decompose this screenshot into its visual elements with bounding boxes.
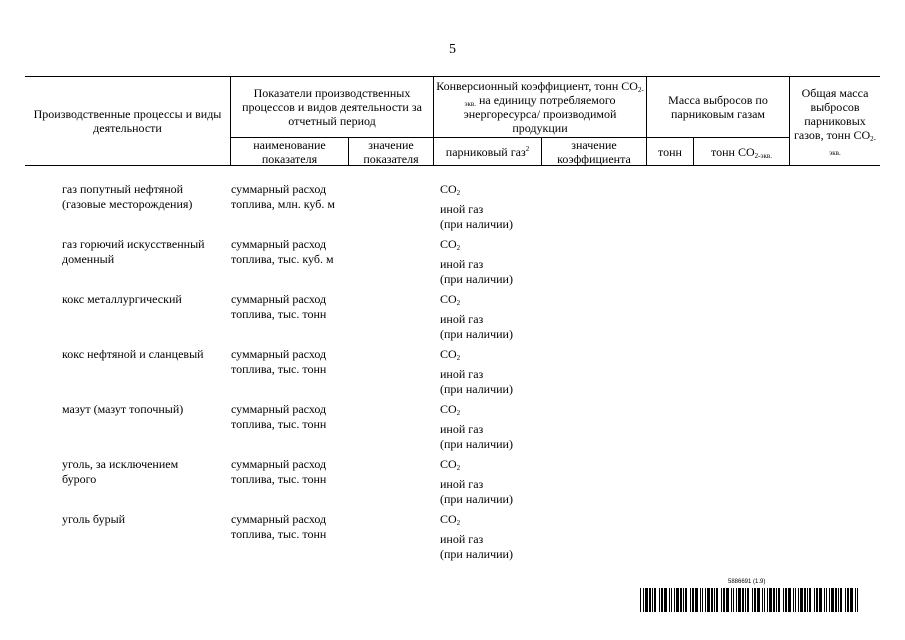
header-tonnes-text: тонн <box>658 144 682 159</box>
gas-co2 <box>440 237 460 252</box>
gas-other <box>440 532 513 562</box>
header-indicator-value-text: значение показателя <box>363 137 419 166</box>
barcode-bar <box>829 588 830 612</box>
barcode <box>640 588 858 612</box>
header-coefficient-value-text: значение коэффициента <box>557 137 631 166</box>
barcode-bar <box>685 588 687 612</box>
header-greenhouse-gas-text <box>446 145 529 159</box>
barcode-bar <box>742 588 744 612</box>
gas-other <box>440 422 513 452</box>
barcode-bar <box>669 588 670 612</box>
process-line: уголь, за исключением <box>62 457 179 471</box>
barcode-bar <box>783 588 784 612</box>
header-total-mass-text <box>792 86 878 156</box>
footnote-marker: 2 <box>525 144 530 153</box>
header-coefficient-value <box>542 138 646 165</box>
process-line: мазут (мазут топочный) <box>62 402 184 416</box>
gas-co2-label: СО <box>440 457 457 471</box>
barcode-bar <box>831 588 834 612</box>
barcode-bar <box>754 588 756 612</box>
barcode-bar <box>695 588 698 612</box>
barcode-bar <box>850 588 853 612</box>
barcode-bar <box>702 588 703 612</box>
barcode-bar <box>716 588 718 612</box>
gas-other-line: иной газ <box>440 532 484 546</box>
header-tonnes-co2-label: тонн СО <box>711 144 755 159</box>
barcode-bar <box>738 588 741 612</box>
indicator-line: суммарный расход <box>231 347 327 361</box>
gas-co2 <box>440 292 460 307</box>
indicator-line: топлива, тыс. тонн <box>231 362 327 376</box>
barcode-bar <box>661 588 663 612</box>
header-conversion-sub: 2-экв. <box>464 86 644 108</box>
header-bottom-rule <box>25 165 880 166</box>
barcode-bar <box>726 588 729 612</box>
indicator-cell <box>231 237 334 267</box>
gas-co2-sub: 2 <box>456 519 461 527</box>
process-line: уголь бурый <box>62 512 126 526</box>
barcode-bar <box>649 588 651 612</box>
barcode-bar <box>659 588 660 612</box>
process-line: кокс металлургический <box>62 292 182 306</box>
gas-other-line: (при наличии) <box>440 217 513 231</box>
barcode-bar <box>640 588 641 612</box>
gas-co2-sub: 2 <box>456 299 461 307</box>
header-indicators-text: Показатели производственных процессов и видов деятельности за отчетный период <box>242 86 422 128</box>
gas-co2-label: СО <box>440 182 457 196</box>
gas-other-line: (при наличии) <box>440 437 513 451</box>
gas-co2-sub: 2 <box>456 464 461 472</box>
indicator-line: суммарный расход <box>231 457 327 471</box>
indicator-line: суммарный расход <box>231 237 327 251</box>
indicator-line: топлива, тыс. тонн <box>231 527 327 541</box>
gas-co2 <box>440 457 460 472</box>
barcode-bar <box>683 588 684 612</box>
process-line: доменный <box>62 252 115 266</box>
barcode-bar <box>857 588 858 612</box>
barcode-bar <box>824 588 825 612</box>
barcode-bar <box>645 588 648 612</box>
barcode-bar <box>835 588 837 612</box>
process-cell <box>62 237 205 267</box>
gas-other-line: иной газ <box>440 257 484 271</box>
process-cell <box>62 182 192 212</box>
header-greenhouse-gas-label: парниковый газ <box>445 144 526 159</box>
gas-co2-sub: 2 <box>456 354 461 362</box>
indicator-line: суммарный расход <box>231 292 327 306</box>
barcode-bar <box>814 588 815 612</box>
process-cell <box>62 347 204 362</box>
indicator-line: топлива, тыс. тонн <box>231 417 327 431</box>
process-cell <box>62 512 125 527</box>
header-conversion-prefix: Конверсионный коэффициент, тонн СО <box>436 79 638 93</box>
header-indicators <box>231 77 433 137</box>
header-tonnes-co2-text <box>711 145 772 159</box>
barcode-bar <box>819 588 822 612</box>
process-cell <box>62 402 183 417</box>
gas-other-line: (при наличии) <box>440 492 513 506</box>
indicator-line: топлива, млн. куб. м <box>231 197 335 211</box>
gas-co2-label: СО <box>440 402 457 416</box>
indicator-cell <box>231 512 326 542</box>
barcode-bar <box>736 588 737 612</box>
header-total-mass-sub: 2-экв. <box>829 135 877 157</box>
barcode-bar <box>855 588 856 612</box>
indicator-line: суммарный расход <box>231 402 327 416</box>
barcode-bar <box>707 588 710 612</box>
gas-co2-sub: 2 <box>456 189 461 197</box>
header-conversion-suffix: на единицу потребляемого энергоресурса/ производимой продукции <box>463 93 617 135</box>
gas-other <box>440 367 513 397</box>
barcode-bar <box>816 588 818 612</box>
gas-co2 <box>440 402 460 417</box>
barcode-bar <box>723 588 725 612</box>
barcode-bar <box>788 588 791 612</box>
header-processes-text: Производственные процессы и виды деятельности <box>33 107 222 135</box>
barcode-bar <box>769 588 772 612</box>
header-emission-mass-text: Масса выбросов по парниковым газам <box>668 93 768 121</box>
header-total-mass-label: Общая масса выбросов парниковых газов, тонн СО <box>793 86 871 142</box>
barcode-bar <box>773 588 775 612</box>
barcode-bar <box>700 588 701 612</box>
gas-other-line: иной газ <box>440 202 484 216</box>
gas-other-line: (при наличии) <box>440 327 513 341</box>
barcode-bar <box>747 588 749 612</box>
process-line: бурого <box>62 472 97 486</box>
barcode-bar <box>752 588 753 612</box>
header-tonnes-co2 <box>694 138 789 165</box>
gas-other-line: иной газ <box>440 477 484 491</box>
barcode-bar <box>804 588 806 612</box>
gas-other <box>440 202 513 232</box>
barcode-bar <box>764 588 765 612</box>
gas-other-line: (при наличии) <box>440 382 513 396</box>
barcode-bar <box>793 588 794 612</box>
process-line: (газовые месторождения) <box>62 197 193 211</box>
gas-other <box>440 477 513 507</box>
gas-other <box>440 257 513 287</box>
indicator-cell <box>231 457 326 487</box>
gas-co2-label: СО <box>440 292 457 306</box>
header-processes <box>25 77 230 165</box>
header-total-mass <box>790 77 880 165</box>
indicator-cell <box>231 347 326 377</box>
gas-co2-sub: 2 <box>456 244 461 252</box>
indicator-cell <box>231 292 326 322</box>
process-cell <box>62 457 178 487</box>
barcode-bar <box>671 588 672 612</box>
barcode-bar <box>652 588 653 612</box>
barcode-bar <box>785 588 787 612</box>
header-indicator-name <box>231 138 348 165</box>
barcode-bar <box>674 588 675 612</box>
barcode-bar <box>680 588 682 612</box>
barcode-bar <box>676 588 679 612</box>
barcode-bar <box>798 588 799 612</box>
barcode-bar <box>711 588 713 612</box>
header-indicator-name-text: наименование показателя <box>253 137 326 166</box>
indicator-cell <box>231 182 335 212</box>
indicator-line: топлива, тыс. тонн <box>231 472 327 486</box>
barcode-bar <box>826 588 827 612</box>
barcode-bar <box>840 588 842 612</box>
gas-other-line: (при наличии) <box>440 547 513 561</box>
indicator-line: топлива, тыс. тонн <box>231 307 327 321</box>
barcode-bar <box>757 588 760 612</box>
barcode-bar <box>809 588 811 612</box>
gas-other-line: иной газ <box>440 367 484 381</box>
barcode-bar <box>762 588 763 612</box>
barcode-bar <box>733 588 734 612</box>
barcode-bar <box>690 588 691 612</box>
barcode-bar <box>807 588 808 612</box>
gas-other-line: иной газ <box>440 422 484 436</box>
indicator-line: суммарный расход <box>231 512 327 526</box>
barcode-bar <box>664 588 667 612</box>
gas-other <box>440 312 513 342</box>
gas-co2-label: СО <box>440 347 457 361</box>
process-line: газ попутный нефтяной <box>62 182 184 196</box>
barcode-bar <box>705 588 706 612</box>
barcode-bar <box>847 588 849 612</box>
barcode-bar <box>838 588 839 612</box>
barcode-bar <box>767 588 768 612</box>
gas-other-line: иной газ <box>440 312 484 326</box>
header-tonnes-co2-sub: 2-экв. <box>754 151 772 160</box>
process-line: газ горючий искусственный <box>62 237 205 251</box>
barcode-bar <box>778 588 780 612</box>
page-number: 5 <box>449 42 456 57</box>
gas-co2 <box>440 347 460 362</box>
gas-other-line: (при наличии) <box>440 272 513 286</box>
gas-co2-sub: 2 <box>456 409 461 417</box>
gas-co2-label: СО <box>440 237 457 251</box>
header-conversion-text <box>436 79 644 135</box>
process-line: кокс нефтяной и сланцевый <box>62 347 204 361</box>
barcode-bar <box>845 588 846 612</box>
barcode-bar <box>643 588 644 612</box>
header-greenhouse-gas <box>434 138 541 165</box>
indicator-cell <box>231 402 326 432</box>
gas-co2 <box>440 182 460 197</box>
indicator-line: топлива, тыс. куб. м <box>231 252 334 266</box>
header-indicator-value <box>349 138 433 165</box>
barcode-bar <box>745 588 746 612</box>
process-cell <box>62 292 182 307</box>
barcode-bar <box>654 588 656 612</box>
barcode-bar <box>721 588 722 612</box>
barcode-number: 5886691 (1.9) <box>728 579 766 585</box>
barcode-bar <box>776 588 777 612</box>
indicator-line: суммарный расход <box>231 182 327 196</box>
barcode-bar <box>795 588 796 612</box>
barcode-bar <box>692 588 694 612</box>
gas-co2-label: СО <box>440 512 457 526</box>
gas-co2 <box>440 512 460 527</box>
header-conversion-coefficient <box>434 77 646 137</box>
header-tonnes <box>647 138 693 165</box>
barcode-bar <box>800 588 803 612</box>
barcode-bar <box>731 588 732 612</box>
header-emission-mass <box>647 77 789 137</box>
barcode-bar <box>714 588 715 612</box>
